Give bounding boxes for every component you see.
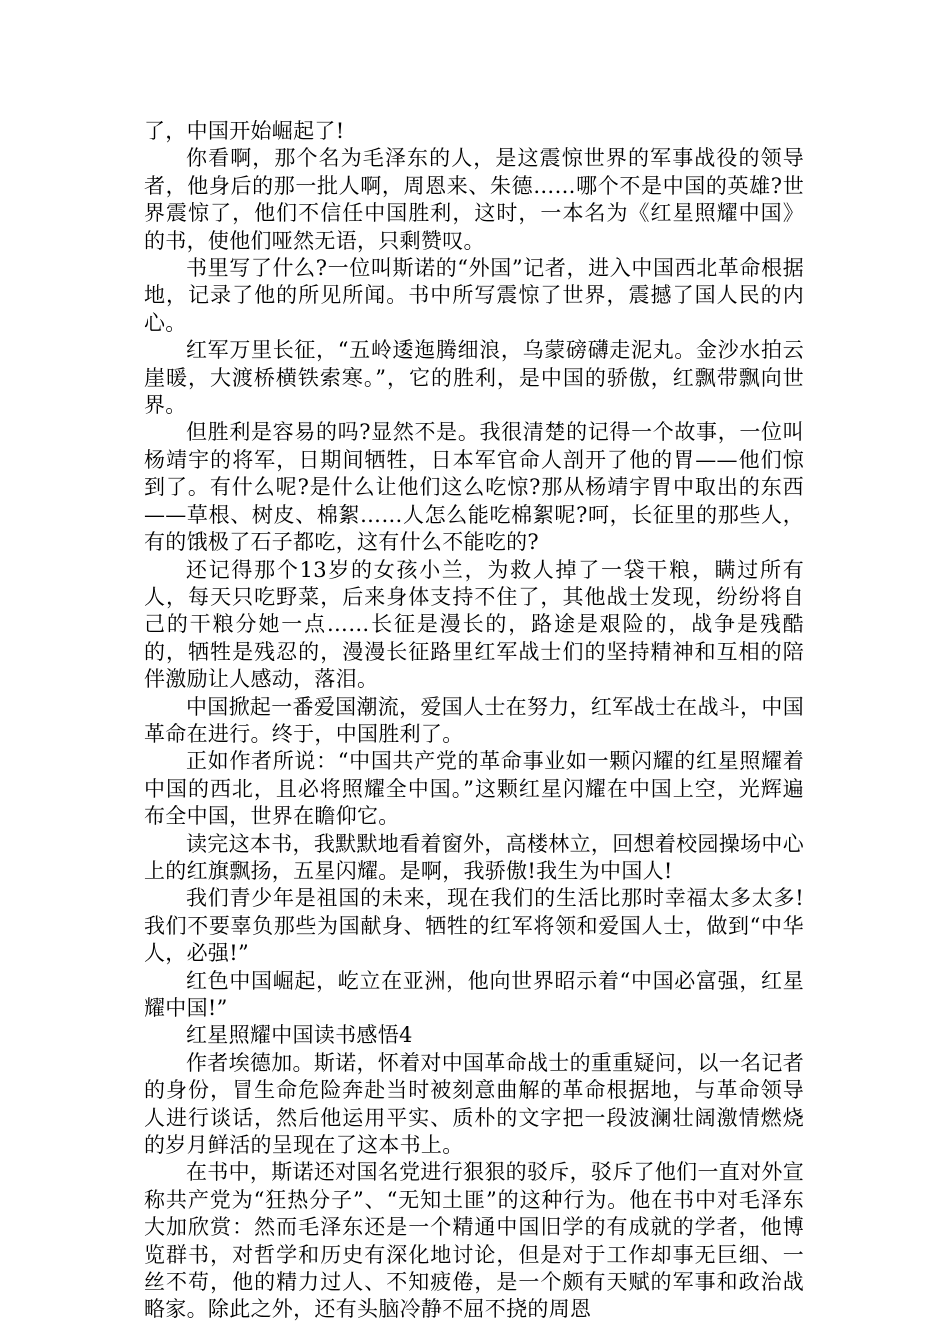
paragraph-6: 还记得那个13岁的女孩小兰，为救人掉了一袋干粮，瞒过所有人，每天只吃野菜，后来身体支持不住了，其他战士发现，纷纷将自己的干粮分她一点……长征是漫长的，路途是艰险的，战争是残酷的，牺牲是残忍的，漫漫长征路里红军战士们的坚持精神和互相的陪伴激励让人感动，落泪。: [144, 557, 804, 692]
document-page: [144, 118, 804, 1324]
paragraph-8: 正如作者所说：“中国共产党的革命事业如一颗闪耀的红星照耀着中国的西北，且必将照耀全中国。”这颗红星闪耀在中国上空，光辉遍布全中国，世界在瞻仰它。: [144, 749, 804, 829]
paragraph-9: 读完这本书，我默默地看着窗外，高楼林立，回想着校园操场中心上的红旗飘扬，五星闪耀。是啊，我骄傲!我生为中国人!: [144, 831, 804, 883]
paragraph-1: 了，中国开始崛起了!: [144, 119, 345, 143]
section-heading: 红星照耀中国读书感悟4: [186, 1023, 413, 1048]
paragraph-14: 在书中，斯诺还对国名党进行狠狠的驳斥，驳斥了他们一直对外宣称共产党为“狂热分子”、“无知土匪”的这种行为。他在书中对毛泽东大加欣赏：然而毛泽东还是一个精通中国旧学的有成就的学者，他博览群书，对哲学和历史有深化地讨论，但是对于工作却事无巨细、一丝不苟，他的精力过人、不知疲倦，是一个颇有天赋的军事和政治战略家。除此之外，还有头脑冷静不屈不挠的周恩: [144, 1160, 804, 1322]
paragraph-7: 中国掀起一番爱国潮流，爱国人士在努力，红军战士在战斗，中国革命在进行。终于，中国胜利了。: [144, 694, 804, 746]
paragraph-5: 但胜利是容易的吗?显然不是。我很清楚的记得一个故事，一位叫杨靖宇的将军，日期间牺牲，日本军官命人剖开了他的胃——他们惊到了。有什么呢?是什么让他们这么吃惊?那从杨靖宇胃中取出的东西——草根、树皮、棉絮……人怎么能吃棉絮呢?呵，长征里的那些人，有的饿极了石子都吃，这有什么不能吃的?: [144, 420, 804, 555]
paragraph-13: 作者埃德加。斯诺，怀着对中国革命战士的重重疑问，以一名记者的身份，冒生命危险奔赴当时被刻意曲解的革命根据地，与革命领导人进行谈话，然后他运用平实、质朴的文字把一段波澜壮阔激情燃烧的岁月鲜活的呈现在了这本书上。: [144, 1050, 804, 1158]
paragraph-10: 我们青少年是祖国的未来，现在我们的生活比那时幸福太多太多!我们不要辜负那些为国献身、牺牲的红军将领和爱国人士，做到“中华人，必强!”: [144, 886, 804, 966]
paragraph-3: 书里写了什么?一位叫斯诺的“外国”记者，进入中国西北革命根据地，记录了他的所见所闻。书中所写震惊了世界，震撼了国人民的内心。: [144, 256, 804, 335]
paragraph-4: 红军万里长征，“五岭逶迤腾细浪，乌蒙磅礴走泥丸。金沙水拍云崖暖，大渡桥横铁索寒。”，它的胜利，是中国的骄傲，红飘带飘向世界。: [144, 338, 804, 418]
paragraph-11: 红色中国崛起，屹立在亚洲，他向世界昭示着“中国必富强，红星耀中国!”: [144, 968, 804, 1020]
paragraph-2: 你看啊，那个名为毛泽东的人，是这震惊世界的军事战役的领导者，他身后的那一批人啊，周恩来、朱德……哪个不是中国的英雄?世界震惊了，他们不信任中国胜利，这时，一本名为《红星照耀中国》的书，使他们哑然无语，只剩赞叹。: [144, 146, 804, 253]
